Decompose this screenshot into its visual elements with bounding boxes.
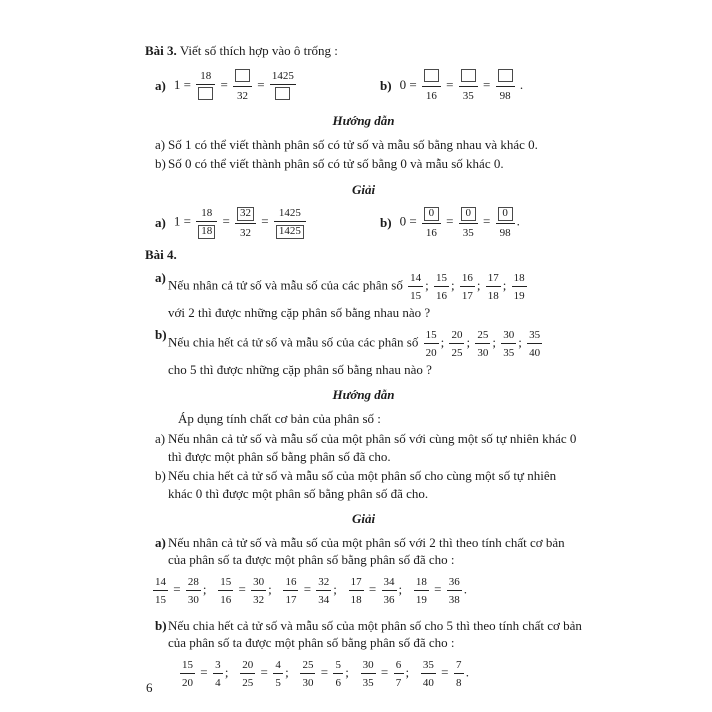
numerator: 17 bbox=[350, 575, 362, 588]
denominator: 32 bbox=[253, 593, 265, 606]
fraction bbox=[180, 657, 195, 690]
fraction bbox=[283, 574, 298, 607]
numerator: 14 bbox=[155, 575, 166, 588]
solution-4a-equations bbox=[145, 573, 582, 608]
denominator: 98 bbox=[499, 226, 511, 239]
numerator: 1425 bbox=[278, 207, 301, 220]
math-text: = bbox=[219, 213, 234, 229]
solution-4a bbox=[145, 534, 582, 569]
fraction bbox=[496, 205, 515, 240]
hint-3a bbox=[145, 136, 582, 154]
numerator-box: 32 bbox=[237, 207, 254, 221]
fraction bbox=[501, 327, 516, 360]
numerator-box bbox=[461, 69, 476, 82]
numerator: 15 bbox=[425, 328, 437, 341]
question-4b-text bbox=[168, 326, 582, 379]
math-text: . bbox=[463, 581, 467, 597]
math-text: 1 = bbox=[173, 213, 195, 229]
equation-3a-math bbox=[174, 67, 298, 105]
exercise3-heading bbox=[145, 42, 582, 60]
numerator: 15 bbox=[182, 658, 193, 671]
numerator: 15 bbox=[220, 575, 232, 588]
math-text: ; bbox=[268, 581, 282, 597]
denominator: 4 bbox=[215, 676, 221, 689]
denominator-box: 18 bbox=[198, 225, 215, 239]
numerator: 20 bbox=[242, 658, 254, 671]
denominator: 32 bbox=[240, 226, 252, 239]
equation-3b bbox=[370, 67, 523, 105]
fraction bbox=[512, 270, 527, 303]
denominator: 15 bbox=[155, 593, 166, 606]
math-text: = bbox=[479, 213, 494, 229]
denominator: 30 bbox=[302, 676, 314, 689]
equation-3b-math bbox=[400, 67, 524, 105]
solution-3b bbox=[370, 204, 520, 241]
solution-4b-text: Nếu chia hết cả tử số và mẫu số của một phân số cho 5 thì theo tính chất cơ bản của phân số ta được một phân số bằng phân số đã cho : bbox=[168, 617, 582, 651]
math-text: Nếu nhân cả tử số và mẫu số của các phân số bbox=[168, 277, 407, 293]
math-text: . bbox=[465, 664, 469, 680]
item-a-label: a) bbox=[155, 270, 166, 286]
hint-4a bbox=[145, 430, 582, 465]
numerator: 3 bbox=[215, 658, 221, 671]
denominator: 15 bbox=[410, 290, 422, 303]
hint4-intro: Áp dụng tính chất cơ bản của phân số : bbox=[178, 410, 381, 426]
fraction bbox=[349, 574, 364, 607]
denominator: 35 bbox=[462, 226, 474, 239]
exercise3-equations bbox=[145, 67, 582, 105]
numerator: 5 bbox=[335, 658, 342, 671]
item-a-label: a) bbox=[155, 534, 166, 550]
numerator: 6 bbox=[395, 658, 402, 671]
math-text: ; bbox=[476, 277, 484, 293]
numerator: 25 bbox=[477, 328, 489, 341]
numerator-box bbox=[424, 69, 439, 82]
math-text: = bbox=[317, 664, 332, 680]
fraction bbox=[235, 205, 256, 240]
hint-3b-text: Số 0 có thể viết thành phân số có tử số bằng 0 và mẫu số khác 0. bbox=[168, 156, 504, 172]
fraction bbox=[361, 657, 376, 690]
giai4-title: Giải bbox=[351, 511, 376, 527]
numerator: 18 bbox=[415, 575, 427, 588]
fraction bbox=[382, 574, 397, 607]
denominator: 17 bbox=[461, 290, 473, 303]
denominator: 38 bbox=[448, 593, 460, 606]
numerator: 32 bbox=[318, 575, 330, 588]
numerator-box: 0 bbox=[498, 207, 513, 221]
math-text: = bbox=[197, 664, 211, 680]
solution-4b bbox=[145, 617, 582, 652]
fraction bbox=[421, 657, 436, 690]
math-text: = bbox=[170, 581, 184, 597]
math-text: ; bbox=[345, 664, 359, 680]
denominator: 6 bbox=[335, 676, 342, 689]
fraction bbox=[218, 574, 233, 607]
numerator: 17 bbox=[487, 272, 499, 285]
denominator: 7 bbox=[395, 676, 402, 689]
denominator: 25 bbox=[451, 346, 463, 359]
math-text: = bbox=[377, 664, 392, 680]
fraction bbox=[459, 68, 478, 104]
huongdan4-title: Hướng dẫn bbox=[332, 387, 395, 403]
math-text: = bbox=[257, 664, 272, 680]
hint-4a-text: Nếu nhân cả tử số và mẫu số của một phân số với cùng một số tự nhiên khác 0 thì được một phân số bằng phân số đã cho. bbox=[168, 431, 577, 464]
math-text: . bbox=[516, 213, 520, 229]
item-a-label: a) bbox=[155, 77, 166, 93]
item-a-label: a) bbox=[155, 136, 166, 152]
fraction bbox=[449, 327, 464, 360]
fraction bbox=[424, 327, 439, 360]
fraction bbox=[196, 205, 217, 240]
fraction bbox=[447, 574, 462, 607]
denominator: 40 bbox=[529, 346, 541, 359]
math-text: ; bbox=[466, 334, 474, 350]
fraction bbox=[527, 327, 542, 360]
item-a-label: a) bbox=[155, 214, 166, 230]
fraction bbox=[475, 327, 490, 360]
math-text: = bbox=[254, 76, 268, 92]
denominator: 36 bbox=[383, 593, 395, 606]
exercise4-label: Bài 4. bbox=[145, 246, 177, 262]
math-text: ; bbox=[518, 334, 526, 350]
denominator: 20 bbox=[425, 346, 437, 359]
numerator: 36 bbox=[448, 575, 460, 588]
math-text: = bbox=[479, 76, 494, 92]
denominator: 30 bbox=[187, 593, 199, 606]
math-text: = bbox=[235, 581, 250, 597]
numerator: 25 bbox=[302, 658, 314, 671]
denominator: 16 bbox=[220, 593, 232, 606]
math-text: ; bbox=[450, 277, 458, 293]
denominator: 40 bbox=[422, 676, 434, 689]
fraction bbox=[233, 68, 252, 104]
denominator: 17 bbox=[285, 593, 297, 606]
math-text: = bbox=[217, 76, 232, 92]
denominator: 34 bbox=[318, 593, 330, 606]
denominator: 35 bbox=[362, 676, 374, 689]
numerator: 16 bbox=[461, 272, 473, 285]
math-text: 0 = bbox=[399, 213, 420, 229]
fraction bbox=[434, 270, 449, 303]
math-text: ; bbox=[202, 581, 217, 597]
numerator-box bbox=[498, 69, 513, 82]
denominator-box: 1425 bbox=[276, 225, 304, 239]
math-text: ; bbox=[285, 664, 299, 680]
hint-4b bbox=[145, 467, 582, 502]
fraction bbox=[422, 68, 441, 104]
item-a-label: a) bbox=[155, 431, 166, 447]
numerator-box: 0 bbox=[461, 207, 476, 221]
numerator: 30 bbox=[253, 575, 265, 588]
denominator: 98 bbox=[499, 90, 511, 103]
math-text: ; bbox=[502, 277, 510, 293]
fraction bbox=[454, 657, 464, 690]
fraction bbox=[274, 205, 306, 240]
denominator: 16 bbox=[425, 90, 437, 103]
denominator: 16 bbox=[435, 290, 447, 303]
denominator: 25 bbox=[242, 676, 254, 689]
math-text: = bbox=[442, 76, 457, 92]
fraction bbox=[408, 270, 423, 303]
math-text: = bbox=[365, 581, 380, 597]
numerator-box: 0 bbox=[424, 207, 439, 221]
numerator: 4 bbox=[275, 658, 281, 671]
denominator: 18 bbox=[350, 593, 362, 606]
numerator: 7 bbox=[455, 658, 462, 671]
denominator: 5 bbox=[275, 676, 281, 689]
math-text: . bbox=[516, 76, 524, 92]
solution-3b-math bbox=[400, 204, 520, 241]
denominator-box bbox=[275, 87, 290, 100]
fraction bbox=[251, 574, 266, 607]
math-text: = bbox=[300, 581, 315, 597]
math-text: = bbox=[442, 213, 457, 229]
denominator: 19 bbox=[415, 593, 427, 606]
fraction bbox=[240, 657, 255, 690]
fraction bbox=[422, 205, 441, 240]
solution-4a-text: Nếu nhân cả tử số và mẫu số của một phân số với 2 thì theo tính chất cơ bản của phân số ta được một phân số bằng phân số đã cho : bbox=[168, 534, 565, 568]
fraction bbox=[460, 270, 475, 303]
exercise3-solution-equations bbox=[145, 204, 582, 241]
page-content bbox=[145, 42, 582, 700]
fraction bbox=[333, 657, 343, 690]
math-text: 1 = bbox=[173, 76, 195, 92]
numerator: 35 bbox=[422, 658, 434, 671]
item-b-label: b) bbox=[155, 468, 166, 484]
numerator: 18 bbox=[201, 207, 213, 220]
question-4a-text bbox=[168, 269, 582, 322]
denominator: 19 bbox=[513, 290, 525, 303]
numerator: 30 bbox=[503, 328, 515, 341]
numerator: 16 bbox=[285, 575, 297, 588]
denominator: 20 bbox=[182, 676, 193, 689]
item-b-label: b) bbox=[380, 77, 392, 93]
fraction bbox=[459, 205, 478, 240]
math-text: ; bbox=[333, 581, 347, 597]
fraction bbox=[414, 574, 429, 607]
page-number: 6 bbox=[146, 679, 153, 695]
huongdan3-title: Hướng dẫn bbox=[332, 113, 395, 129]
math-text: = bbox=[258, 213, 272, 229]
fraction bbox=[153, 574, 168, 607]
fraction bbox=[300, 657, 315, 690]
numerator: 28 bbox=[187, 575, 199, 588]
item-b-label: b) bbox=[155, 156, 166, 172]
numerator: 20 bbox=[451, 328, 463, 341]
numerator: 34 bbox=[383, 575, 395, 588]
math-text: với 2 thì được những cặp phân số bằng nhau nào ? bbox=[168, 305, 431, 321]
denominator: 8 bbox=[455, 676, 462, 689]
fraction bbox=[316, 574, 331, 607]
numerator-box bbox=[235, 69, 250, 82]
hint-3b bbox=[145, 155, 582, 173]
math-text: = bbox=[430, 581, 445, 597]
denominator: 35 bbox=[503, 346, 515, 359]
numerator: 18 bbox=[200, 69, 212, 82]
denominator: 32 bbox=[237, 90, 249, 103]
math-text: ; bbox=[425, 277, 432, 293]
denominator: 30 bbox=[477, 346, 489, 359]
denominator: 35 bbox=[462, 90, 474, 103]
numerator: 15 bbox=[435, 272, 447, 285]
math-text: ; bbox=[492, 334, 500, 350]
math-text: ; bbox=[398, 581, 412, 597]
math-text: Nếu chia hết cả tử số và mẫu số của các phân số bbox=[168, 334, 422, 350]
math-text: cho 5 thì được những cặp phân số bằng nhau nào ? bbox=[168, 361, 432, 377]
fraction bbox=[270, 68, 296, 104]
math-text: ; bbox=[224, 664, 239, 680]
exercise3-title: Viết số thích hợp vào ô trống : bbox=[179, 43, 338, 58]
exercise3-label: Bài 3. bbox=[145, 43, 177, 58]
item-b-label: b) bbox=[155, 617, 167, 633]
numerator: 14 bbox=[410, 272, 422, 285]
fraction bbox=[273, 657, 283, 690]
fraction bbox=[394, 657, 404, 690]
hint-3a-text: Số 1 có thể viết thành phân số có tử số và mẫu số bằng nhau và khác 0. bbox=[168, 136, 538, 152]
numerator: 18 bbox=[513, 272, 525, 285]
math-text: 0 = bbox=[399, 76, 420, 92]
denominator: 16 bbox=[425, 226, 437, 239]
solution-3a-math bbox=[174, 204, 308, 241]
equation-3a bbox=[145, 67, 370, 105]
item-b-label: b) bbox=[155, 326, 167, 342]
item-b-label: b) bbox=[380, 214, 392, 230]
fraction bbox=[496, 68, 515, 104]
giai3-title: Giải bbox=[351, 181, 376, 197]
numerator: 35 bbox=[529, 328, 541, 341]
question-4a bbox=[145, 269, 582, 322]
exercise4-heading bbox=[145, 246, 582, 264]
solution-4b-equations bbox=[145, 656, 582, 691]
denominator: 18 bbox=[487, 290, 499, 303]
solution-3a bbox=[145, 204, 370, 241]
math-text: ; bbox=[440, 334, 448, 350]
denominator-box bbox=[198, 87, 213, 100]
question-4b bbox=[145, 326, 582, 379]
fraction bbox=[486, 270, 501, 303]
numerator: 30 bbox=[362, 658, 374, 671]
math-text: ; bbox=[405, 664, 419, 680]
fraction bbox=[213, 657, 223, 690]
math-text: = bbox=[437, 664, 452, 680]
hint-4b-text: Nếu chia hết cả tử số và mẫu số của một phân số cho cùng một số tự nhiên khác 0 thì được một phân số bằng phân số đã cho. bbox=[168, 468, 557, 501]
numerator: 1425 bbox=[271, 69, 294, 82]
fraction bbox=[186, 574, 201, 607]
fraction bbox=[196, 68, 215, 104]
